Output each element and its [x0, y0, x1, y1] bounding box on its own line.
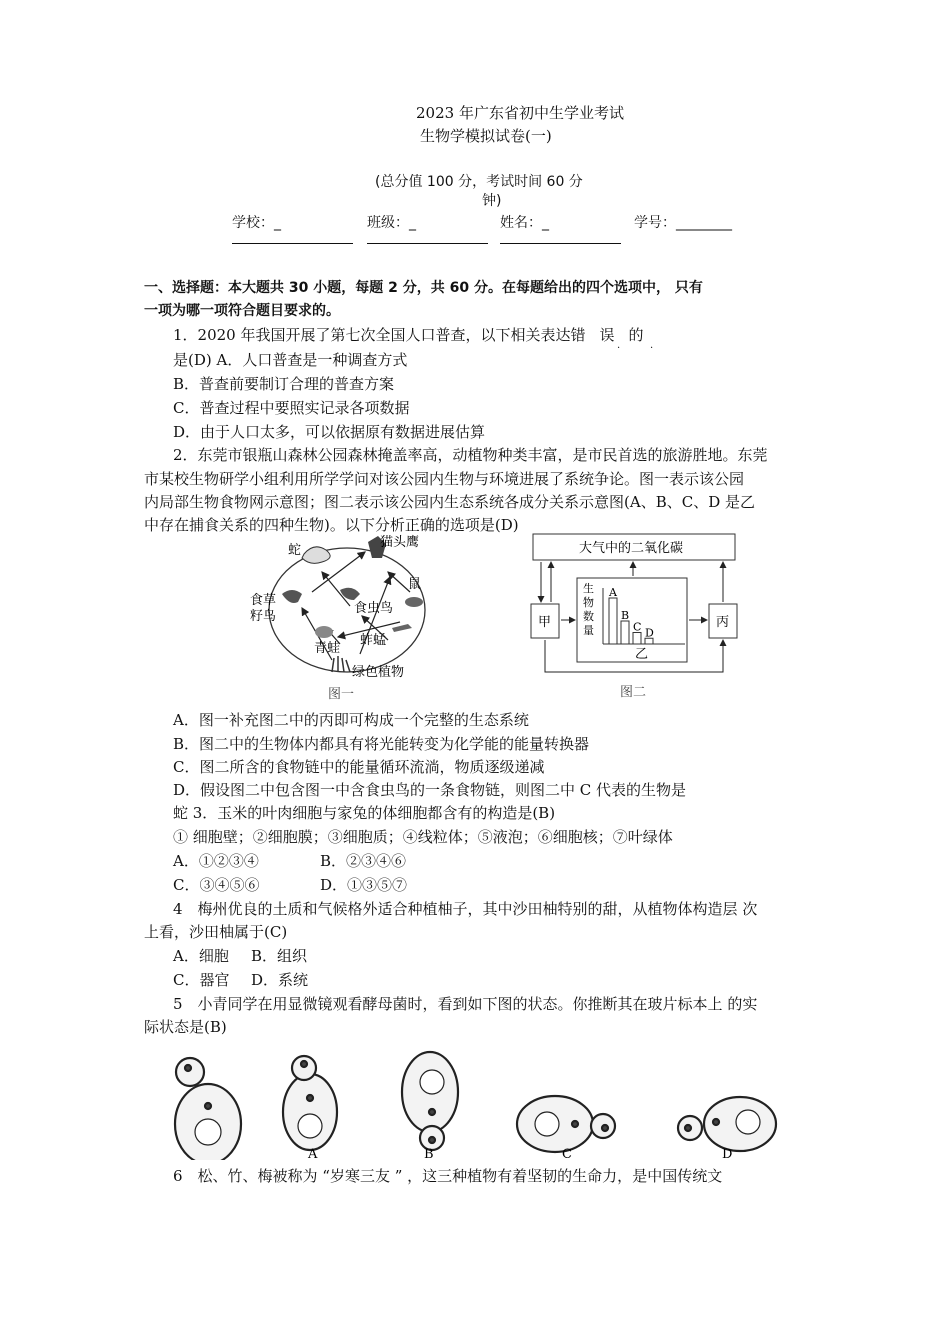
ylabel-char-3: 数	[583, 610, 594, 623]
q1-stem-c: 的	[628, 326, 644, 344]
q2-option-a: A．图一补充图二中的丙即可构成一个完整的生态系统	[173, 711, 529, 729]
q2-option-c: C．图二所含的食物链中的能量循环流淌，物质逐级递减	[173, 758, 545, 776]
yeast-label-c: C	[562, 1147, 572, 1160]
q2-line2: 市某校生物研学小组利用所学学问对该公园内生物与环境进展了系统争论。图一表示该公园	[144, 470, 745, 488]
ylabel-char-1: 生	[583, 582, 594, 595]
q5-line1: 5 小青同学在用显微镜观看酵母菌时，看到如下图的状态。你推断其在玻片标本上 的实	[173, 995, 758, 1013]
q4-line1: 4 梅州优良的土质和气候格外适合种植柚子，其中沙田柚特别的甜，从植物体构造层 次	[173, 900, 758, 918]
label-seed-bird-2: 籽鸟	[250, 609, 277, 624]
figure1-food-web	[240, 532, 455, 700]
label-plants: 绿色植物	[352, 665, 405, 680]
q1-stem	[173, 324, 644, 346]
emphasis-dot: .	[617, 340, 621, 351]
figure2-caption: 图二	[620, 685, 647, 700]
bar-b	[621, 621, 629, 644]
figure1-caption: 图一	[328, 687, 355, 700]
q4-line2: 上看，沙田柚属于(C)	[144, 923, 288, 941]
q2-line4: 中存在捕食关系的四种生物)。以下分析正确的选项是(D)	[144, 516, 519, 534]
q4-option-b: B．组织	[251, 947, 308, 965]
bar-label-b: B	[621, 609, 630, 622]
ylabel-char-4: 量	[583, 624, 594, 637]
bar-label-d: D	[645, 626, 654, 640]
q5-line2: 际状态是(B)	[144, 1018, 227, 1036]
q4-option-c: C．器官	[173, 971, 230, 989]
frog-icon	[315, 626, 333, 638]
bar-a	[609, 598, 617, 644]
class-field: 班级：_	[367, 215, 416, 231]
arrow-jia-to-bing	[545, 640, 723, 672]
seed-bird-icon	[282, 590, 302, 603]
score-info-line1: (总分值 100 分，考试时间 60 分	[375, 174, 583, 190]
label-co2: 大气中的二氧化碳	[579, 541, 684, 556]
q1-option-b: B．普查前要制订合理的普查方案	[173, 375, 395, 393]
snake-icon	[302, 547, 330, 564]
ylabel-char-2: 物	[583, 596, 594, 609]
figure2-ecosystem	[525, 532, 745, 702]
grasshopper-icon	[392, 624, 412, 632]
section1-intro-line1: 一、选择题：本大题共 30 小题，每题 2 分，共 60 分。在每题给出的四个选项中， 只有	[144, 280, 703, 296]
name-field: 姓名：_	[500, 215, 549, 231]
q3-option-d: D．①③⑤⑦	[320, 876, 408, 894]
yi-bar-chart	[603, 586, 685, 644]
class-underline	[367, 243, 488, 244]
food-web-cycle	[269, 548, 425, 672]
yeast-label-d: D	[722, 1147, 733, 1160]
exam-title: 2023 年广东省初中生学业考试	[416, 104, 624, 122]
yeast-cell-a	[175, 1058, 241, 1160]
label-owl: 猫头鹰	[380, 535, 420, 550]
yeast-cell-b	[283, 1056, 337, 1150]
q6-line1: 6 松、竹、梅被称为 “岁寒三友 ” ，这三种植物有着坚韧的生命力，是中国传统文	[173, 1167, 723, 1185]
yeast-cell-d	[517, 1096, 615, 1152]
plants-icon	[332, 656, 350, 672]
q1-stem-a: 1．2020 年我国开展了第七次全国人口普查，以下相关表达错	[173, 326, 586, 344]
yeast-cell-e	[678, 1097, 776, 1151]
number-field: 学号：________	[634, 215, 732, 231]
q3-option-b: B．②③④⑥	[320, 852, 407, 870]
q3-items: ① 细胞壁；②细胞膜；③细胞质；④线粒体；⑤液泡；⑥细胞核；⑦叶绿体	[173, 828, 673, 846]
q1-option-a: 是(D) A．人口普查是一种调查方式	[173, 351, 408, 369]
label-insect-bird: 食虫鸟	[354, 601, 394, 616]
q2-option-b: B．图二中的生物体内都具有将光能转变为化学能的能量转换器	[173, 735, 590, 753]
label-mouse: 鼠	[408, 577, 422, 592]
label-grasshopper: 蚱蜢	[360, 633, 387, 648]
section1-intro-line2: 一项为哪一项符合题目要求的。	[144, 303, 340, 319]
yeast-cells-figure	[160, 1048, 800, 1160]
q1-stem-b: 误	[599, 326, 615, 344]
q1-option-d: D．由于人口太多，可以依据原有数据进展估算	[173, 423, 486, 441]
q2-option-d: D．假设图二中包含图一中含食虫鸟的一条食物链，则图二中 C 代表的生物是	[173, 781, 687, 799]
q2-line1: 2．东莞市银瓶山森林公园森林掩盖率高，动植物种类丰富，是市民首选的旅游胜地。东莞	[173, 446, 768, 464]
yeast-label-b: B	[424, 1147, 434, 1160]
yeast-cell-c	[402, 1052, 458, 1150]
yeast-label-a: A	[308, 1147, 318, 1160]
food-web-arrow	[388, 572, 410, 592]
q4-option-a: A．细胞	[173, 947, 229, 965]
label-frog: 青蛙	[314, 641, 341, 656]
label-seed-bird-1: 食草	[250, 593, 277, 608]
bar-label-c: C	[633, 620, 642, 634]
label-yi: 乙	[635, 647, 649, 662]
q2-line3: 内局部生物食物网示意图；图二表示该公园内生态系统各成分关系示意图(A、B、C、D 是乙	[144, 493, 755, 511]
label-bing: 丙	[716, 615, 730, 630]
q3-option-c: C．③④⑤⑥	[173, 876, 260, 894]
q1-option-c: C．普查过程中要照实记录各项数据	[173, 399, 410, 417]
label-snake: 蛇	[288, 543, 302, 558]
bar-label-a: A	[609, 586, 617, 599]
name-underline	[500, 243, 621, 244]
score-info-line2: 钟)	[482, 193, 502, 209]
label-jia: 甲	[538, 615, 552, 630]
q3-option-a: A．①②③④	[173, 852, 259, 870]
bar-c	[633, 633, 641, 645]
q4-option-d: D．系统	[251, 971, 309, 989]
emphasis-dot: .	[650, 340, 654, 351]
mouse-icon	[405, 597, 423, 607]
exam-subtitle: 生物学模拟试卷(一)	[420, 127, 552, 145]
school-field: 学校：_	[232, 215, 281, 231]
school-underline	[232, 243, 353, 244]
q3-stem: 蛇 3．玉米的叶肉细胞与家兔的体细胞都含有的构造是(B)	[173, 804, 556, 822]
